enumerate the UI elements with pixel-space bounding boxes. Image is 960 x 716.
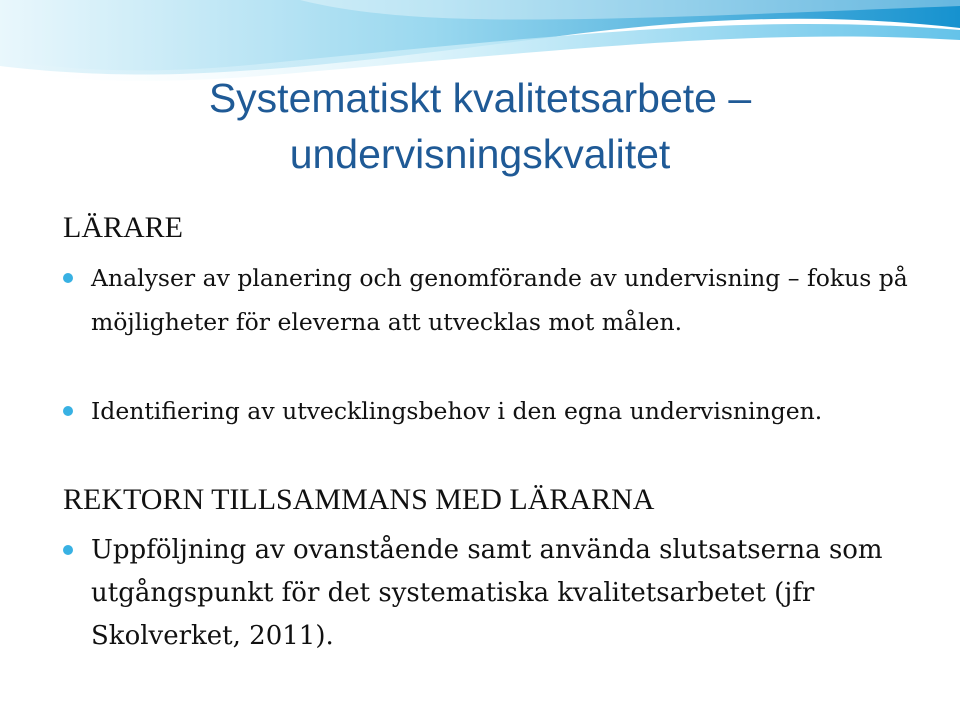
bullet-item xyxy=(63,529,943,658)
bullet-item xyxy=(63,389,923,477)
bullet-icon xyxy=(63,406,73,416)
slide-title xyxy=(0,70,960,182)
section-heading-teachers: LÄRARE xyxy=(63,211,183,244)
bullet-icon xyxy=(63,545,73,555)
bullet-text: Analyser av planering och genomförande av undervisning – fokus på möjligheter för eleverna att utvecklas mot målen. xyxy=(91,264,908,336)
bullet-item xyxy=(63,256,923,388)
section-heading-principal: REKTORN TILLSAMMANS MED LÄRARNA xyxy=(63,483,655,516)
bullet-text: Uppföljning av ovanstående samt använda slutsatserna som utgångspunkt för det systematiska kvalitetsarbetet (jfr Skolverket, 2011). xyxy=(91,535,883,651)
bullet-icon xyxy=(63,273,73,283)
bullet-text: Identifiering av utvecklingsbehov i den egna undervisningen. xyxy=(91,397,823,425)
slide-title-line-2: undervisningskvalitet xyxy=(289,131,671,177)
slide-title-line-1: Systematiskt kvalitetsarbete – xyxy=(208,75,752,121)
